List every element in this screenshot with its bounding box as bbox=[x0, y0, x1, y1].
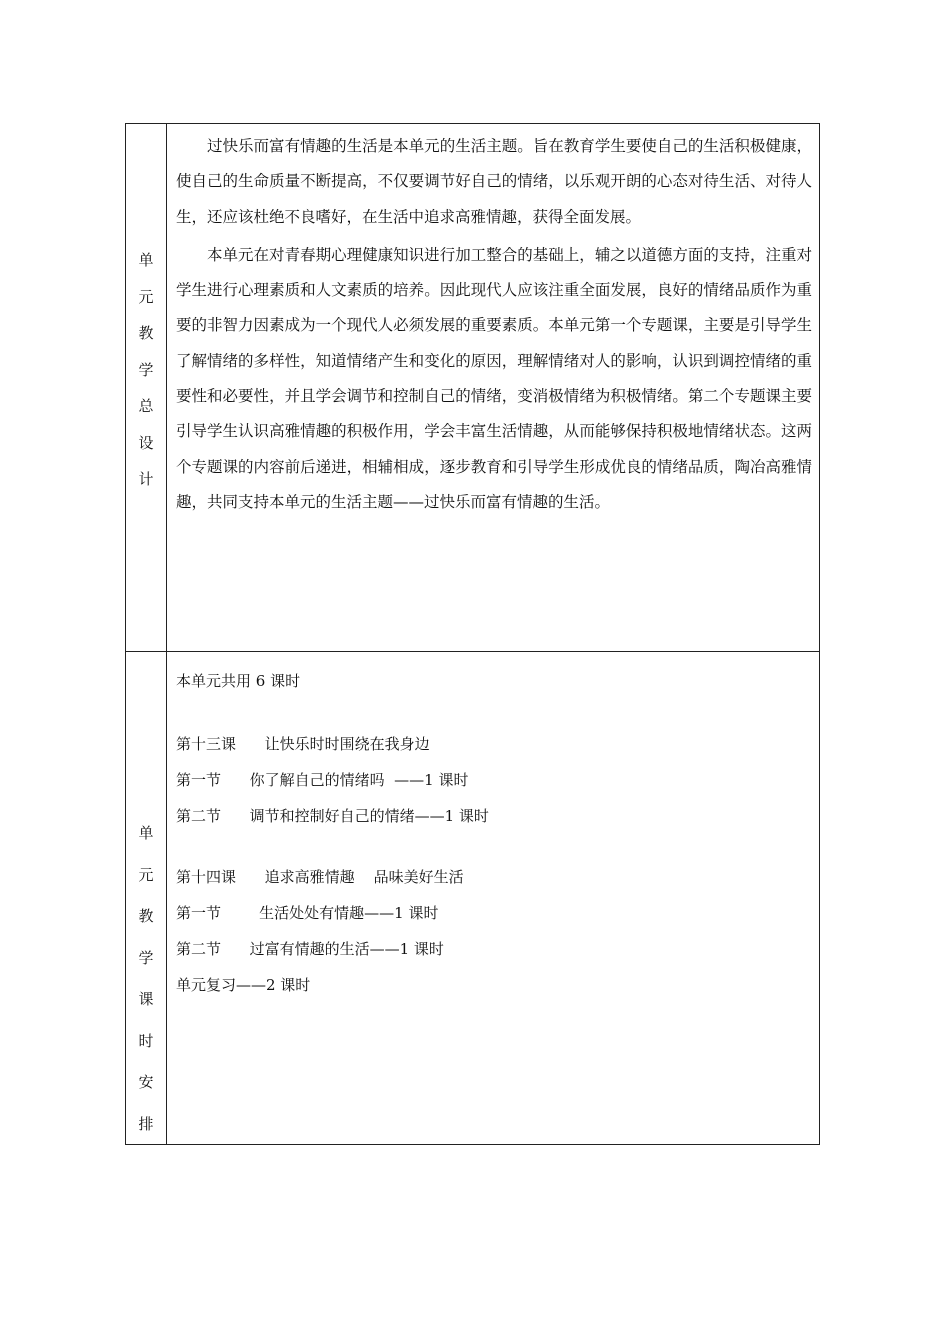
label-char: 单 bbox=[138, 251, 154, 269]
label-char: 元 bbox=[138, 865, 154, 884]
label-char: 总 bbox=[138, 397, 154, 415]
row-label-unit-design bbox=[126, 242, 166, 498]
label-char: 单 bbox=[138, 824, 154, 842]
label-char: 教 bbox=[138, 324, 154, 342]
label-char: 安 bbox=[138, 1073, 154, 1091]
label-char: 设 bbox=[138, 433, 154, 452]
row-divider bbox=[126, 651, 819, 652]
unit-plan-table bbox=[125, 123, 820, 1145]
lesson-14-section-2: 第二节 过富有情趣的生活——1 课时 bbox=[176, 940, 444, 958]
lesson-13-section-2: 第二节 调节和控制好自己的情绪——1 课时 bbox=[176, 807, 489, 825]
unit-design-content bbox=[176, 129, 812, 520]
label-char: 学 bbox=[138, 948, 154, 967]
row-label-lesson-schedule bbox=[126, 813, 166, 1145]
lesson-13-section-1: 第一节 你了解自己的情绪吗 ——1 课时 bbox=[176, 771, 469, 789]
label-char: 元 bbox=[138, 287, 154, 306]
lesson-14-title: 第十四课 追求高雅情趣 品味美好生活 bbox=[176, 868, 464, 886]
label-char: 时 bbox=[138, 1031, 154, 1050]
label-char: 学 bbox=[138, 360, 154, 379]
label-char: 课 bbox=[138, 990, 154, 1008]
label-char: 教 bbox=[138, 907, 154, 925]
label-char: 计 bbox=[138, 470, 154, 488]
paragraph: 过快乐而富有情趣的生活是本单元的生活主题。旨在教育学生要使自己的生活积极健康，使自己的生命质量不断提高，不仅要调节好自己的情绪，以乐观开朗的心态对待生活、对待人生，还应该杜绝不良嗜好，在生活中追求高雅情趣，获得全面发展。 bbox=[176, 137, 812, 226]
column-divider bbox=[166, 124, 167, 1144]
label-char: 排 bbox=[138, 1114, 154, 1133]
paragraph: 本单元在对青春期心理健康知识进行加工整合的基础上，辅之以道德方面的支持，注重对学生进行心理素质和人文素质的培养。因此现代人应该注重全面发展，良好的情绪品质作为重要的非智力因素成为一个现代人必须发展的重要素质。本单元第一个专题课，主要是引导学生了解情绪的多样性，知道情绪产生和变化的原因，理解情绪对人的影响，认识到调控情绪的重要性和必要性，并且学会调节和控制自己的情绪，变消极情绪为积极情绪。第二个专题课主要引导学生认识高雅情趣的积极作用，学会丰富生活情趣，从而能够保持积极地情绪状态。这两个专题课的内容前后递进，相辅相成，逐步教育和引导学生形成优良的情绪品质，陶冶高雅情趣，共同支持本单元的生活主题——过快乐而富有情趣的生活。 bbox=[176, 245, 812, 511]
lesson-13-title: 第十三课 让快乐时时围绕在我身边 bbox=[176, 735, 430, 753]
unit-review: 单元复习——2 课时 bbox=[176, 976, 311, 994]
lesson-14-section-1: 第一节 生活处处有情趣——1 课时 bbox=[176, 904, 439, 922]
total-hours: 本单元共用 6 课时 bbox=[176, 672, 301, 690]
